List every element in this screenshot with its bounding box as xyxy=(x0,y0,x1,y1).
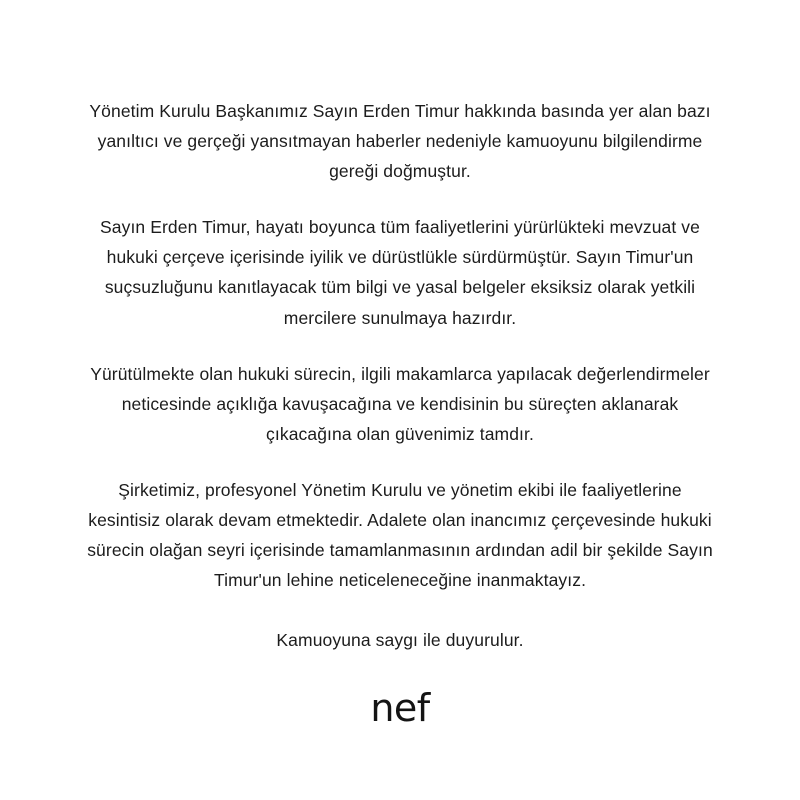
statement-closing-line: Kamuoyuna saygı ile duyurulur. xyxy=(276,630,524,651)
statement-paragraph-2: Sayın Erden Timur, hayatı boyunca tüm faaliyetlerini yürürlükteki mevzuat ve hukuki çerçeve içerisinde iyilik ve dürüstlükle sürdürmüştür. Sayın Timur'un suçsuzluğunu kanıtlayacak tüm bilgi ve yasal belgeler eksiksiz olarak yetkili mercilere sunulmaya hazırdır. xyxy=(100,217,700,328)
statement-paragraph-4: Şirketimiz, profesyonel Yönetim Kurulu ve yönetim ekibi ile faaliyetlerine kesintisiz olarak devam etmektedir. Adalete olan inancımız çerçevesinde hukuki sürecin olağan seyri içerisinde tamamlanmasının ardından adil bir şekilde Sayın Timur'un lehine neticeleneceğine inanmaktayız. xyxy=(87,479,713,591)
nef-brand-logo: nef xyxy=(370,686,430,731)
statement-paragraph-1: Yönetim Kurulu Başkanımız Sayın Erden Timur hakkında basında yer alan bazı yanıltıcı ve gerçeği yansıtmayan haberler nedeniyle kamuoyunu bilgilendirme gereği doğmuştur. xyxy=(89,101,711,182)
statement-body xyxy=(80,96,720,731)
statement-paragraph-3: Yürütülmekte olan hukuki sürecin, ilgili makamlarca yapılacak değerlendirmeler neticesinde açıklığa kavuşacağına ve kendisinin bu süreçten aklanarak çıkacağına olan güvenimiz tamdır. xyxy=(90,363,710,444)
